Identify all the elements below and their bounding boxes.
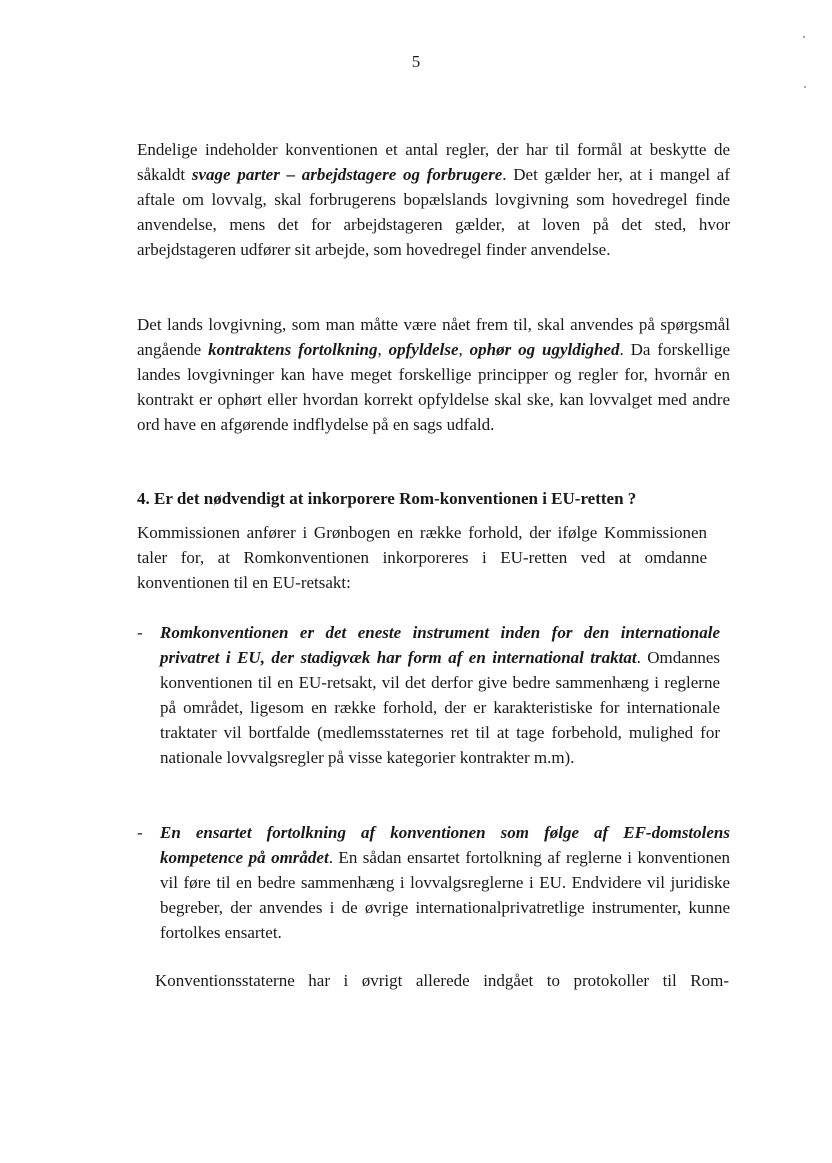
emphasis-termination: ophør og ugyldighed: [469, 340, 620, 359]
bullet-dash: -: [137, 623, 143, 642]
closing-paragraph: Konventionsstaterne har i øvrigt allerede indgået to protokoller til Rom-: [155, 971, 729, 990]
emphasis-interpretation: kontraktens fortolkning: [208, 340, 378, 359]
paragraph-text: ,: [458, 340, 470, 359]
paragraph-text: Endelige indeholder konventionen et antal regler, der har til formål at beskytte de såkaldt: [137, 140, 730, 184]
bullet-item-uniform-interpretation: [160, 820, 730, 945]
paragraph-applicable-law: [137, 312, 730, 437]
bullet-dash: -: [137, 823, 143, 842]
section-intro: Kommissionen anfører i Grønbogen en række forhold, der ifølge Kommissionen taler for, at Romkonventionen inkorporeres i EU-retten ved at omdanne konventionen til en EU-retsakt:: [137, 523, 707, 592]
paragraph-text: ,: [377, 340, 389, 359]
bullet-text: . En sådan ensartet fortolkning af reglerne i konventionen vil føre til en bedre sammenhæng i lovvalgsreglerne i EU. Endvidere vil juridiske begreber, der anvendes i de øvrige internationalprivatretlige instrumenter, kunne fortolkes ensartet.: [160, 848, 730, 942]
emphasis-bullet: En ensartet fortolkning af konventionen som følge af EF-domstolens kompetence på området: [160, 823, 730, 867]
bullet-text: . Omdannes konventionen til en EU-retsakt, vil det derfor give bedre sammenhæng i reglerne på området, ligesom en række forhold, der er karakteristiske for internationale traktater vil bortfalde (medlemsstaternes ret til at tage forbehold, mulighed for nationale lovvalgsregler på visse kategorier kontrakter m.m).: [160, 648, 720, 767]
scan-speck: [804, 86, 806, 88]
emphasis-bullet: Romkonventionen er det eneste instrument inden for den internationale privatret i EU, der stadigvæk har form af en international traktat: [160, 623, 720, 667]
paragraph-text: . Det gælder her, at i mangel af aftale om lovvalg, skal forbrugerens bopælslands lovgivning som hovedregel finde anvendelse, mens det for arbejdstageren gælder, at loven på det sted, hvor arbejdstageren udfører sit arbejde, som hovedregel finder anvendelse.: [137, 165, 730, 259]
paragraph-text: Det lands lovgivning, som man måtte være nået frem til, skal anvendes på spørgsmål angående: [137, 315, 730, 359]
page-number: 5: [411, 52, 421, 71]
paragraph-weak-parties: [137, 137, 730, 262]
emphasis-weak-parties: svage parter – arbejdstagere og forbrugere: [191, 165, 503, 184]
scan-speck: [803, 36, 805, 38]
emphasis-performance: opfyldelse: [388, 340, 459, 359]
section-heading: 4. Er det nødvendigt at inkorporere Rom-konventionen i EU-retten ?: [137, 489, 637, 508]
paragraph-text: . Da forskellige landes lovgivninger kan have meget forskellige principper og regler for, hvornår en kontrakt er ophørt eller hvordan korrekt opfyldelse skal ske, kan lovvalget med andre ord have en afgørende indflydelse på en sags udfald.: [137, 340, 731, 434]
bullet-item-rome-convention: [160, 620, 720, 770]
